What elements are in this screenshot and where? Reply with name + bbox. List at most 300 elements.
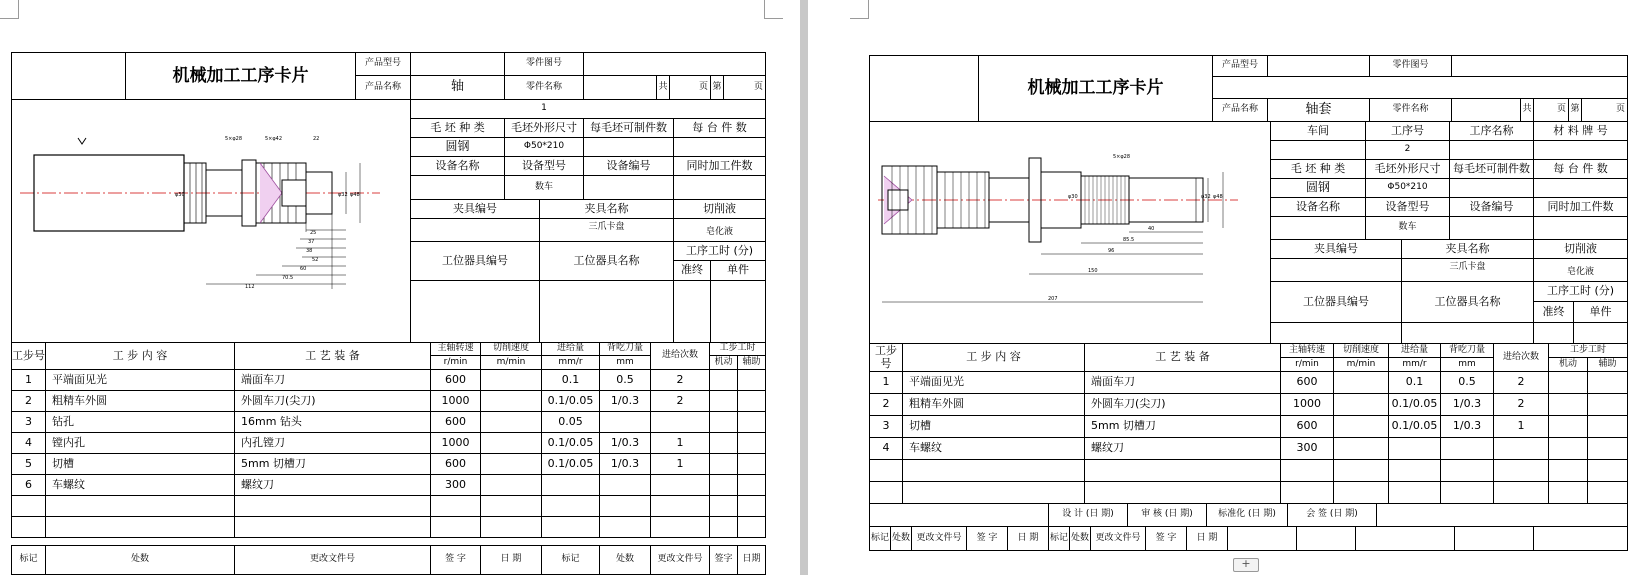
step-cell-depth[interactable] xyxy=(599,474,651,496)
empty-cell[interactable] xyxy=(1388,481,1441,504)
footer-mark: 标记 xyxy=(869,526,891,551)
step-no-header: 工步号 xyxy=(869,343,903,372)
product-name-value[interactable]: 轴 xyxy=(410,75,505,100)
step-cell-no[interactable]: 1 xyxy=(11,369,46,391)
station-tool-name-value[interactable] xyxy=(539,280,674,343)
per-machine-label: 每 台 件 数 xyxy=(1533,159,1628,179)
blank-size-label: 毛坯外形尺寸 xyxy=(504,118,584,138)
spindle-unit: r/min xyxy=(430,355,481,370)
station-tool-no-label: 工位器具编号 xyxy=(1270,281,1402,323)
footer-blank-3 xyxy=(1355,526,1455,551)
step-cell-content[interactable]: 粗精车外圆 xyxy=(902,393,1085,416)
step-cell-aux[interactable] xyxy=(737,474,766,496)
process-equip-header: 工 艺 装 备 xyxy=(234,342,431,370)
empty-cell[interactable] xyxy=(430,495,481,517)
seq-label: 第 xyxy=(710,75,724,100)
step-cell-feed[interactable]: 0.1 xyxy=(541,369,600,391)
feeds-count-header: 进给次数 xyxy=(650,342,710,370)
empty-cell[interactable] xyxy=(541,495,600,517)
product-name-value[interactable]: 轴套 xyxy=(1267,98,1370,122)
prep-time-value[interactable] xyxy=(673,280,711,343)
op-no-value[interactable]: 2 xyxy=(1365,140,1450,160)
step-cell-aux[interactable] xyxy=(737,411,766,433)
empty-cell[interactable] xyxy=(234,516,431,538)
feed-unit: mm/r xyxy=(541,355,600,370)
coolant-value[interactable]: 皂化液 xyxy=(1533,258,1628,282)
step-cell-content[interactable]: 平端面见光 xyxy=(45,369,235,391)
empty-cell[interactable] xyxy=(45,495,235,517)
empty-cell[interactable] xyxy=(1084,481,1281,504)
op-no-label: 工序号 xyxy=(1365,121,1450,141)
empty-cell[interactable] xyxy=(1333,481,1389,504)
empty-cell[interactable] xyxy=(1587,459,1628,482)
step-cell-speed[interactable] xyxy=(480,432,542,454)
step-cell-spindle[interactable]: 300 xyxy=(1280,437,1334,460)
info-blank xyxy=(410,99,766,119)
step-cell-machine[interactable] xyxy=(709,369,738,391)
part-name-value[interactable] xyxy=(583,75,657,100)
step-cell-equip[interactable]: 外圆车刀(尖刀) xyxy=(1084,393,1281,416)
card-title: 机械加工工序卡片 xyxy=(978,55,1213,122)
material-value[interactable] xyxy=(1533,140,1628,160)
step-cell-machine[interactable] xyxy=(1548,415,1588,438)
step-cell-content[interactable]: 切槽 xyxy=(902,415,1085,438)
step-cell-depth[interactable] xyxy=(599,411,651,433)
station-tool-no-value[interactable] xyxy=(410,280,540,343)
step-cell-machine[interactable] xyxy=(1548,371,1588,394)
prep-label: 准终 xyxy=(673,260,711,281)
empty-cell[interactable] xyxy=(902,481,1085,504)
footer-change-doc: 更改文件号 xyxy=(234,545,431,575)
empty-cell[interactable] xyxy=(869,481,903,504)
part-drawing-sleeve xyxy=(878,150,1238,325)
footer-blank-1 xyxy=(1227,526,1297,551)
step-cell-equip[interactable]: 端面车刀 xyxy=(234,369,431,391)
sign-right-blank xyxy=(1376,503,1628,527)
step-cell-equip[interactable]: 5mm 切槽刀 xyxy=(1084,415,1281,438)
dim-label: 40 xyxy=(1148,226,1155,232)
step-cell-passes[interactable]: 2 xyxy=(1493,393,1549,416)
empty-cell[interactable] xyxy=(1587,481,1628,504)
step-cell-content[interactable]: 车螺纹 xyxy=(902,437,1085,460)
empty-cell[interactable] xyxy=(599,516,651,538)
header-blank xyxy=(11,52,126,100)
empty-cell[interactable] xyxy=(480,516,542,538)
machine-time-header: 机动 xyxy=(1548,357,1588,372)
per-blank-label: 每毛坯可制件数 xyxy=(1449,159,1534,179)
step-cell-aux[interactable] xyxy=(1587,415,1628,438)
part-name-value[interactable] xyxy=(1451,98,1521,122)
empty-cell[interactable] xyxy=(1440,459,1494,482)
step-cell-speed[interactable] xyxy=(1333,371,1389,394)
empty-cell[interactable] xyxy=(599,495,651,517)
step-cell-spindle[interactable]: 600 xyxy=(1280,371,1334,394)
coolant-value[interactable]: 皂化液 xyxy=(673,218,766,242)
part-name-label: 零件名称 xyxy=(504,75,584,100)
step-cell-speed[interactable] xyxy=(480,453,542,475)
empty-cell[interactable] xyxy=(650,516,710,538)
step-cell-depth[interactable]: 1/0.3 xyxy=(599,390,651,412)
step-cell-feed[interactable]: 0.1/0.05 xyxy=(541,432,600,454)
per-blank-label: 每毛坯可制件数 xyxy=(583,118,674,138)
crop-mark xyxy=(764,0,783,19)
empty-cell[interactable] xyxy=(1440,481,1494,504)
empty-cell[interactable] xyxy=(480,495,542,517)
blank-size-value[interactable]: Φ50*210 xyxy=(504,137,584,157)
cut-speed-header: 切削速度 xyxy=(480,342,542,356)
empty-cell[interactable] xyxy=(1548,459,1588,482)
sign-left-blank xyxy=(869,503,1049,527)
step-cell-passes[interactable] xyxy=(650,474,710,496)
fixture-name-value[interactable]: 三爪卡盘 xyxy=(539,218,674,242)
per-machine-value[interactable] xyxy=(673,137,766,157)
workshop-value[interactable] xyxy=(1270,140,1366,160)
step-cell-depth[interactable]: 1/0.3 xyxy=(599,432,651,454)
total-label: 共 xyxy=(656,75,670,100)
unit-time-value[interactable] xyxy=(1573,322,1628,344)
step-cell-spindle[interactable]: 1000 xyxy=(1280,393,1334,416)
step-cell-aux[interactable] xyxy=(1587,371,1628,394)
step-cell-depth[interactable] xyxy=(1440,437,1494,460)
footer-blank-2 xyxy=(1296,526,1356,551)
step-cell-spindle[interactable]: 600 xyxy=(430,369,481,391)
fixture-name-value[interactable]: 三爪卡盘 xyxy=(1401,258,1534,282)
page-label: 页 xyxy=(1581,98,1628,122)
dim-label: 96 xyxy=(1108,248,1115,254)
equipment-no-label: 设备编号 xyxy=(1449,197,1534,217)
step-cell-depth[interactable]: 1/0.3 xyxy=(599,453,651,475)
product-model-blank xyxy=(1212,76,1628,99)
empty-cell[interactable] xyxy=(869,459,903,482)
empty-cell[interactable] xyxy=(1548,481,1588,504)
step-cell-passes[interactable] xyxy=(650,411,710,433)
step-cell-no[interactable]: 6 xyxy=(11,474,46,496)
step-cell-aux[interactable] xyxy=(737,390,766,412)
empty-cell[interactable] xyxy=(1280,481,1334,504)
part-drawing-value[interactable] xyxy=(1451,55,1628,77)
fixture-no-label: 夹具编号 xyxy=(1270,239,1402,259)
equipment-name-value[interactable] xyxy=(1270,216,1366,240)
equipment-no-value[interactable] xyxy=(583,175,674,200)
step-cell-feed[interactable]: 0.05 xyxy=(541,411,600,433)
empty-cell[interactable] xyxy=(1493,459,1549,482)
countersign-date-label: 会 签 (日 期) xyxy=(1287,503,1377,527)
equipment-no-value[interactable] xyxy=(1449,216,1534,240)
dim-label: φ32 xyxy=(338,192,348,198)
step-cell-depth[interactable]: 0.5 xyxy=(1440,371,1494,394)
step-cell-speed[interactable] xyxy=(480,411,542,433)
simul-parts-value[interactable] xyxy=(673,175,766,200)
blank-size-value[interactable]: Φ50*210 xyxy=(1365,178,1450,198)
empty-cell[interactable] xyxy=(11,516,46,538)
step-cell-speed[interactable] xyxy=(480,369,542,391)
step-cell-spindle[interactable]: 300 xyxy=(430,474,481,496)
row1-value: 1 xyxy=(541,103,547,114)
product-name-label: 产品名称 xyxy=(355,75,411,100)
step-cell-speed[interactable] xyxy=(480,390,542,412)
add-page-button[interactable]: + xyxy=(1233,558,1259,572)
document-page-left xyxy=(0,0,800,575)
op-name-label: 工序名称 xyxy=(1449,121,1534,141)
step-cell-equip[interactable]: 螺纹刀 xyxy=(234,474,431,496)
footer-mark-2: 标记 xyxy=(541,545,600,575)
step-cell-feed[interactable]: 0.1 xyxy=(1388,371,1441,394)
simul-parts-label: 同时加工件数 xyxy=(1533,197,1628,217)
step-cell-feed[interactable]: 0.1/0.05 xyxy=(1388,393,1441,416)
footer-sign-2: 签 字 xyxy=(1145,526,1187,551)
step-cell-aux[interactable] xyxy=(1587,393,1628,416)
step-cell-feed[interactable] xyxy=(1388,437,1441,460)
dim-label: 60 xyxy=(300,266,307,272)
step-content-header: 工 步 内 容 xyxy=(45,342,235,370)
step-cell-speed[interactable] xyxy=(1333,393,1389,416)
empty-cell[interactable] xyxy=(902,459,1085,482)
dim-label: 150 xyxy=(1088,268,1098,274)
step-cell-content[interactable]: 粗精车外圆 xyxy=(45,390,235,412)
unit-label: 单件 xyxy=(1573,301,1628,323)
per-blank-value[interactable] xyxy=(1449,178,1534,198)
part-drawing-value[interactable] xyxy=(583,52,766,76)
step-cell-content[interactable]: 切槽 xyxy=(45,453,235,475)
dim-label: 22 xyxy=(313,136,320,142)
step-cell-speed[interactable] xyxy=(1333,437,1389,460)
empty-cell[interactable] xyxy=(234,495,431,517)
fixture-no-value[interactable] xyxy=(410,218,540,242)
prep-time-value[interactable] xyxy=(1533,322,1574,344)
dim-label: 37 xyxy=(308,239,315,245)
step-cell-passes[interactable] xyxy=(1493,437,1549,460)
blank-type-value[interactable]: 圆钢 xyxy=(1270,178,1366,198)
station-tool-name-value[interactable] xyxy=(1401,322,1534,344)
feed-header: 进给量 xyxy=(541,342,600,356)
step-cell-machine[interactable] xyxy=(709,411,738,433)
spindle-header: 主轴转速 xyxy=(1280,343,1334,358)
step-cell-equip[interactable]: 端面车刀 xyxy=(1084,371,1281,394)
step-cell-content[interactable]: 钻孔 xyxy=(45,411,235,433)
empty-cell[interactable] xyxy=(1280,459,1334,482)
step-cell-equip[interactable]: 外圆车刀(尖刀) xyxy=(234,390,431,412)
empty-cell[interactable] xyxy=(709,495,738,517)
crop-mark xyxy=(850,0,869,19)
footer-qty-2: 处数 xyxy=(1069,526,1091,551)
equipment-name-label: 设备名称 xyxy=(410,156,505,176)
product-model-value[interactable] xyxy=(410,52,505,76)
page-label: 页 xyxy=(723,75,766,100)
footer-sign: 签 字 xyxy=(430,545,481,575)
step-cell-content[interactable]: 车螺纹 xyxy=(45,474,235,496)
step-cell-aux[interactable] xyxy=(1587,437,1628,460)
dim-label: 25 xyxy=(310,230,317,236)
footer-sign: 签 字 xyxy=(966,526,1008,551)
step-cell-equip[interactable]: 5mm 切槽刀 xyxy=(234,453,431,475)
step-cell-feed[interactable]: 0.1/0.05 xyxy=(541,390,600,412)
step-cell-aux[interactable] xyxy=(737,369,766,391)
step-cell-depth[interactable]: 1/0.3 xyxy=(1440,415,1494,438)
part-drawing-label: 零件图号 xyxy=(504,52,584,76)
product-model-value[interactable] xyxy=(1267,55,1370,77)
step-cell-content[interactable]: 镗内孔 xyxy=(45,432,235,454)
step-cell-no[interactable]: 4 xyxy=(869,437,903,460)
fixture-name-label: 夹具名称 xyxy=(539,199,674,219)
page-label: 页 xyxy=(669,75,711,100)
machine-time-header: 机动 xyxy=(709,355,738,370)
dim-label: φ30 xyxy=(1068,194,1078,200)
dim-label: 112 xyxy=(245,284,255,290)
dim-label: 5×φ42 xyxy=(265,136,283,142)
step-cell-no[interactable]: 1 xyxy=(869,371,903,394)
step-cell-passes[interactable]: 1 xyxy=(650,432,710,454)
step-cell-content[interactable]: 平端面见光 xyxy=(902,371,1085,394)
footer-qty-2: 处数 xyxy=(599,545,651,575)
card-title: 机械加工工序卡片 xyxy=(125,52,356,100)
process-equip-header: 工 艺 装 备 xyxy=(1084,343,1281,372)
step-cell-spindle[interactable]: 600 xyxy=(430,453,481,475)
footer-date-2: 日期 xyxy=(737,545,766,575)
step-cell-aux[interactable] xyxy=(737,432,766,454)
dim-label: 52 xyxy=(312,257,319,263)
step-cell-feed[interactable]: 0.1/0.05 xyxy=(541,453,600,475)
step-cell-passes[interactable]: 1 xyxy=(650,453,710,475)
empty-cell[interactable] xyxy=(650,495,710,517)
empty-cell[interactable] xyxy=(709,516,738,538)
footer-blank-5 xyxy=(1533,526,1628,551)
simul-parts-label: 同时加工件数 xyxy=(673,156,766,176)
dim-label: φ48 xyxy=(1213,194,1223,200)
cut-speed-unit: m/min xyxy=(1333,357,1389,372)
per-machine-value[interactable] xyxy=(1533,178,1628,198)
step-cell-equip[interactable]: 螺纹刀 xyxy=(1084,437,1281,460)
equipment-model-label: 设备型号 xyxy=(504,156,584,176)
step-cell-spindle[interactable]: 1000 xyxy=(430,390,481,412)
empty-cell[interactable] xyxy=(1388,459,1441,482)
step-cell-no[interactable]: 2 xyxy=(11,390,46,412)
footer-date-2: 日 期 xyxy=(1186,526,1228,551)
equipment-model-value[interactable]: 数车 xyxy=(504,175,584,200)
step-cell-depth[interactable]: 1/0.3 xyxy=(1440,393,1494,416)
empty-cell[interactable] xyxy=(430,516,481,538)
blank-type-value[interactable]: 圆钢 xyxy=(410,137,505,157)
per-blank-value[interactable] xyxy=(583,137,674,157)
step-cell-equip[interactable]: 16mm 钻头 xyxy=(234,411,431,433)
cut-speed-unit: m/min xyxy=(480,355,542,370)
step-cell-no[interactable]: 2 xyxy=(869,393,903,416)
product-model-label: 产品型号 xyxy=(355,52,411,76)
step-hours-header: 工步工时 xyxy=(709,342,766,356)
step-cell-machine[interactable] xyxy=(1548,393,1588,416)
step-no-header: 工步号 xyxy=(11,342,46,370)
aux-time-header: 辅助 xyxy=(1587,357,1628,372)
coolant-label: 切削液 xyxy=(1533,239,1628,259)
total-label: 共 xyxy=(1520,98,1534,122)
fixture-name-label: 夹具名称 xyxy=(1401,239,1534,259)
seq-label: 第 xyxy=(1568,98,1582,122)
step-cell-aux[interactable] xyxy=(737,453,766,475)
step-cell-passes[interactable]: 2 xyxy=(650,390,710,412)
empty-cell[interactable] xyxy=(45,516,235,538)
dim-label: 70.5 xyxy=(282,275,294,281)
product-name-label: 产品名称 xyxy=(1212,98,1268,122)
aux-time-header: 辅助 xyxy=(737,355,766,370)
review-date-label: 审 核 (日 期) xyxy=(1127,503,1207,527)
fixture-no-label: 夹具编号 xyxy=(410,199,540,219)
equipment-no-label: 设备编号 xyxy=(583,156,674,176)
step-cell-no[interactable]: 4 xyxy=(11,432,46,454)
empty-cell[interactable] xyxy=(11,495,46,517)
step-cell-feed[interactable] xyxy=(541,474,600,496)
empty-cell[interactable] xyxy=(1084,459,1281,482)
station-tool-no-label: 工位器具编号 xyxy=(410,241,540,281)
depth-unit: mm xyxy=(1440,357,1494,372)
footer-qty: 处数 xyxy=(45,545,235,575)
empty-cell[interactable] xyxy=(1333,459,1389,482)
footer-change-doc-2: 更改文件号 xyxy=(1090,526,1146,551)
step-cell-no[interactable]: 3 xyxy=(11,411,46,433)
step-cell-speed[interactable] xyxy=(1333,415,1389,438)
equipment-name-value[interactable] xyxy=(410,175,505,200)
empty-cell[interactable] xyxy=(737,516,766,538)
step-content-header: 工 步 内 容 xyxy=(902,343,1085,372)
feed-unit: mm/r xyxy=(1388,357,1441,372)
step-cell-machine[interactable] xyxy=(709,453,738,475)
footer-blank-4 xyxy=(1454,526,1534,551)
step-cell-speed[interactable] xyxy=(480,474,542,496)
step-cell-passes[interactable]: 1 xyxy=(1493,415,1549,438)
equipment-model-value[interactable]: 数车 xyxy=(1365,216,1450,240)
simul-parts-value[interactable] xyxy=(1533,216,1628,240)
empty-cell[interactable] xyxy=(737,495,766,517)
station-tool-name-label: 工位器具名称 xyxy=(1401,281,1534,323)
step-cell-spindle[interactable]: 600 xyxy=(1280,415,1334,438)
footer-date: 日 期 xyxy=(480,545,542,575)
part-drawing-label: 零件图号 xyxy=(1369,55,1452,77)
empty-cell[interactable] xyxy=(541,516,600,538)
step-cell-passes[interactable]: 2 xyxy=(650,369,710,391)
step-cell-no[interactable]: 5 xyxy=(11,453,46,475)
coolant-label: 切削液 xyxy=(673,199,766,219)
dim-label: 38 xyxy=(306,248,313,254)
step-cell-feed[interactable]: 0.1/0.05 xyxy=(1388,415,1441,438)
depth-unit: mm xyxy=(599,355,651,370)
prep-label: 准终 xyxy=(1533,301,1574,323)
proc-time-label: 工序工时 (分) xyxy=(673,241,766,261)
step-cell-passes[interactable]: 2 xyxy=(1493,371,1549,394)
footer-date: 日 期 xyxy=(1007,526,1049,551)
depth-header: 背吃刀量 xyxy=(599,342,651,356)
spindle-unit: r/min xyxy=(1280,357,1334,372)
dim-label: 85.5 xyxy=(1123,237,1135,243)
empty-cell[interactable] xyxy=(1493,481,1549,504)
page-gap-scrollbar[interactable] xyxy=(800,0,808,575)
station-tool-no-value[interactable] xyxy=(1270,322,1402,344)
step-cell-machine[interactable] xyxy=(1548,437,1588,460)
crop-mark xyxy=(0,0,19,19)
unit-time-value[interactable] xyxy=(710,280,766,343)
step-cell-machine[interactable] xyxy=(709,432,738,454)
fixture-no-value[interactable] xyxy=(1270,258,1402,282)
part-name-label: 零件名称 xyxy=(1369,98,1452,122)
step-cell-machine[interactable] xyxy=(709,390,738,412)
step-cell-machine[interactable] xyxy=(709,474,738,496)
step-cell-spindle[interactable]: 1000 xyxy=(430,432,481,454)
step-cell-equip[interactable]: 内孔镗刀 xyxy=(234,432,431,454)
step-cell-depth[interactable]: 0.5 xyxy=(599,369,651,391)
step-cell-spindle[interactable]: 600 xyxy=(430,411,481,433)
op-name-value[interactable] xyxy=(1449,140,1534,160)
per-machine-label: 每 台 件 数 xyxy=(673,118,766,138)
step-cell-no[interactable]: 3 xyxy=(869,415,903,438)
footer-qty: 处数 xyxy=(890,526,912,551)
dim-label: 5×φ28 xyxy=(225,136,243,142)
